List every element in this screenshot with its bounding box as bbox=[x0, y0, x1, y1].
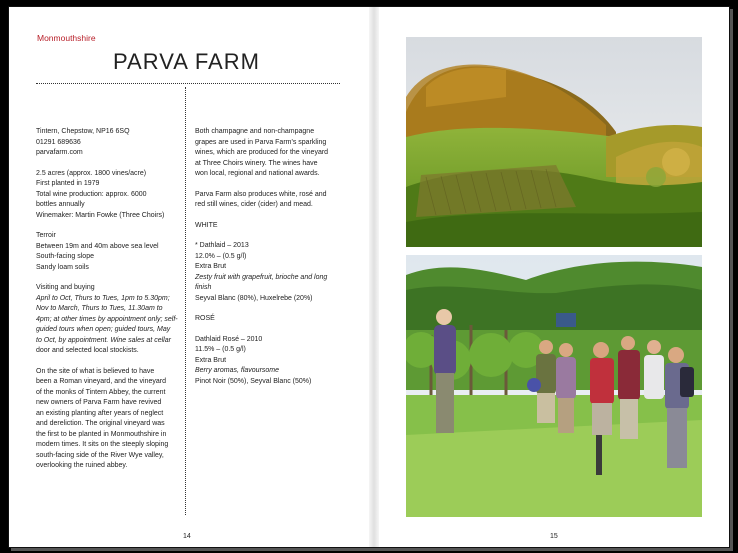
stat-line: 2.5 acres (approx. 1800 vines/acre) bbox=[36, 169, 147, 177]
page-gutter bbox=[369, 7, 379, 547]
terroir-block bbox=[36, 231, 184, 273]
page-title: PARVA FARM bbox=[113, 49, 260, 74]
visiting-line: guided tours when open; guided tours, May bbox=[36, 326, 171, 333]
tasting-note: Zesty fruit with grapefruit, brioche and long bbox=[195, 273, 328, 281]
wine-style: Extra Brut bbox=[195, 263, 227, 270]
visiting-line: 4pm; at other times by appointment only; self- bbox=[36, 315, 178, 323]
wine-abv: 12.0% – (0.5 g/l) bbox=[195, 252, 247, 260]
also-line: Parva Farm also produces white, rosé and bbox=[195, 190, 327, 198]
history-line: the first to be planted in Monmouthshire in bbox=[36, 430, 167, 438]
history-line: modern times. It sits on the steeply sloping bbox=[36, 441, 169, 448]
stat-line: bottles annually bbox=[36, 201, 85, 208]
title-divider bbox=[36, 83, 340, 84]
terroir-heading: Terroir bbox=[36, 232, 56, 239]
stat-line: First planted in 1979 bbox=[36, 180, 100, 187]
white-heading: WHITE bbox=[195, 221, 218, 229]
visiting-line: door and selected local stockists. bbox=[36, 347, 139, 354]
visiting-heading: Visiting and buying bbox=[36, 284, 95, 291]
history-line: south-facing side of the River Wye valley, bbox=[36, 451, 164, 459]
terroir-line: Sandy loam soils bbox=[36, 263, 89, 271]
intro-line: wines, which are produced for the vineyard bbox=[195, 149, 329, 156]
intro-line: won local, regional and national awards. bbox=[195, 170, 320, 177]
address-line: Tintern, Chepstow, NP16 6SQ bbox=[36, 128, 130, 135]
history-line: been a Roman vineyard, and the vineyard bbox=[36, 378, 166, 385]
column-divider bbox=[185, 87, 186, 515]
also-block bbox=[195, 190, 343, 211]
wine-style: Extra Brut bbox=[195, 356, 227, 364]
intro-block bbox=[195, 127, 343, 180]
info-column bbox=[36, 127, 184, 482]
intro-line: Both champagne and non-champagne bbox=[195, 128, 315, 135]
also-line: red still wines, cider (cider) and mead. bbox=[195, 201, 313, 208]
wine-abv: 11.5% – (0.5 g/l) bbox=[195, 346, 246, 353]
tasting-note: Berry aromas, flavoursome bbox=[195, 367, 280, 374]
history-line: an existing planting after years of neglect bbox=[36, 409, 164, 417]
history-line: of the monks of Tintern Abbey, the current bbox=[36, 388, 166, 396]
address-block bbox=[36, 127, 184, 159]
visiting-block bbox=[36, 283, 184, 357]
vineyard-landscape-photo bbox=[406, 37, 702, 247]
wine-name: * Dathlaid – 2013 bbox=[195, 242, 249, 249]
rose-heading: ROSÉ bbox=[195, 315, 215, 322]
grape-varieties: Seyval Blanc (80%), Huxelrebe (20%) bbox=[195, 294, 313, 302]
region-label: Monmouthshire bbox=[37, 33, 96, 43]
page-number-right: 15 bbox=[550, 533, 558, 540]
website: parvafarm.com bbox=[36, 149, 83, 156]
stat-line: Total wine production: approx. 6000 bbox=[36, 190, 147, 198]
wine-column bbox=[195, 127, 343, 397]
white-wine-block bbox=[195, 241, 343, 304]
phone-number: 01291 689636 bbox=[36, 138, 81, 146]
history-line: overlooking the ruined abbey. bbox=[36, 462, 128, 469]
tasting-note: finish bbox=[195, 284, 212, 291]
terroir-line: Between 19m and 40m above sea level bbox=[36, 242, 159, 250]
stats-block bbox=[36, 169, 184, 222]
visiting-line: to Oct, by appointment. Wine sales at cellar bbox=[36, 336, 171, 344]
grape-varieties: Pinot Noir (50%), Seyval Blanc (50%) bbox=[195, 377, 312, 385]
wine-name: Dathlaid Rosé – 2010 bbox=[195, 335, 263, 343]
rose-wine-block bbox=[195, 335, 343, 388]
history-line: and dereliction. The original vineyard was bbox=[36, 420, 165, 427]
page-number-left: 14 bbox=[183, 533, 191, 540]
visiting-line: April to Oct, Thurs to Tues, 1pm to 5.30pm; bbox=[36, 294, 170, 302]
visiting-line: Nov to March, Thurs to Tues, 11.30am to bbox=[36, 305, 163, 312]
stat-line: Winemaker: Martin Fowke (Three Choirs) bbox=[36, 211, 165, 219]
book-spread bbox=[8, 6, 730, 548]
intro-line: at Three Choirs winery. The wines have bbox=[195, 159, 318, 167]
history-line: On the site of what is believed to have bbox=[36, 367, 155, 375]
vineyard-tour-photo bbox=[406, 255, 702, 517]
history-line: new owners of Parva Farm have revived bbox=[36, 399, 162, 406]
terroir-line: South-facing slope bbox=[36, 253, 94, 260]
intro-line: grapes are used in Parva Farm's sparkling bbox=[195, 138, 327, 146]
history-block bbox=[36, 367, 184, 472]
